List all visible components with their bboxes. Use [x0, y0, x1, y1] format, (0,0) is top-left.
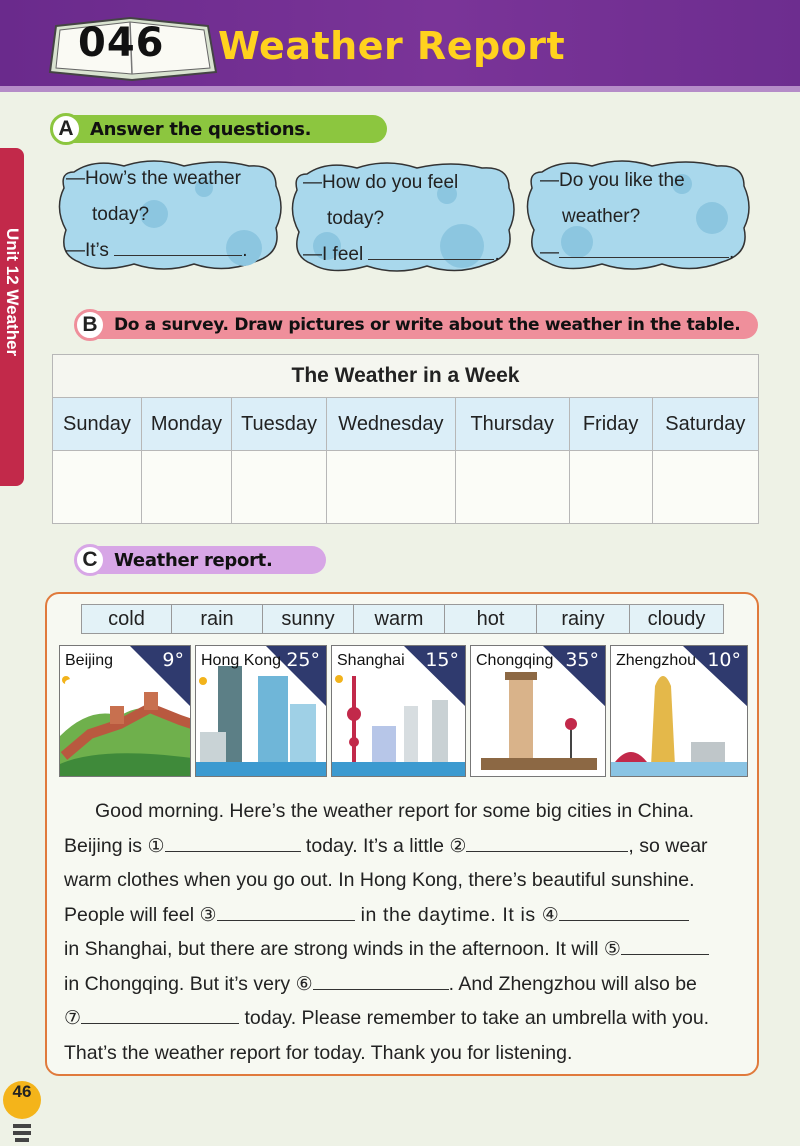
city-name: Hong Kong [201, 652, 282, 669]
answer-cell[interactable] [141, 451, 231, 524]
answer-blank[interactable] [114, 255, 242, 256]
passage-text: That’s the weather report for today. Thank you for listening. [64, 1041, 573, 1064]
question-bubble-1 [54, 158, 284, 268]
city-name: Beijing [65, 652, 114, 669]
section-b-letter: B [74, 309, 106, 341]
city-card-zhengzhou [610, 645, 748, 777]
answer-end: . [494, 244, 500, 265]
page-title: Weather Report [218, 24, 566, 68]
passage-text: in the daytime. It is [354, 903, 542, 926]
passage-text: warm clothes when you go out. In Hong Kong, there’s beautiful sunshine. [64, 869, 695, 891]
word-bank-item: sunny [262, 604, 354, 634]
blank-number: ⑦ [64, 1008, 82, 1029]
answer-end: . [729, 242, 735, 263]
city-temp: 9° [162, 649, 184, 671]
answer-cell[interactable] [53, 451, 142, 524]
sun-icon [196, 674, 210, 688]
city-name: Chongqing [476, 652, 554, 669]
bubble-question-line1: —How’s the weather [66, 168, 241, 189]
sun-icon [332, 672, 346, 686]
section-c-letter: C [74, 544, 106, 576]
blank-number: ① [147, 835, 165, 857]
word-bank [82, 604, 724, 634]
passage-text: . And Zhengzhou will also be [448, 972, 697, 995]
question-bubble-2 [287, 160, 517, 270]
header-strip [0, 86, 800, 92]
bubble-question-line1: —How do you feel [303, 172, 459, 193]
page-number: 46 [12, 1082, 32, 1101]
answer-blank-5[interactable] [621, 954, 709, 955]
answer-blank-7[interactable] [81, 1023, 239, 1024]
passage-line [64, 863, 754, 898]
answer-blank-4[interactable] [559, 920, 689, 921]
word-bank-item: rain [171, 604, 263, 634]
answer-blank-6[interactable] [313, 989, 449, 990]
passage-text: today. Please remember to take an umbrella with you. [239, 1007, 710, 1029]
passage-line [64, 1001, 754, 1036]
bubble-question-line2: today? [92, 204, 150, 225]
weather-report-passage [64, 794, 754, 1070]
answer-end: . [242, 240, 248, 261]
day-header: Sunday [53, 398, 142, 451]
word-bank-item: rainy [536, 604, 630, 634]
word-bank-item: cloudy [629, 604, 724, 634]
cloud-icon [611, 674, 631, 686]
city-name: Zhengzhou [616, 652, 697, 669]
section-b-bar [76, 311, 758, 339]
section-a-bar [52, 115, 387, 143]
city-temp: 15° [425, 649, 459, 671]
passage-text: People will feel [64, 903, 200, 926]
answer-prefix: —It’s [66, 240, 109, 261]
city-name: Shanghai [337, 652, 405, 669]
day-header: Wednesday [327, 398, 456, 451]
sun-cloud-icon [60, 674, 80, 688]
word-bank-item: warm [353, 604, 445, 634]
section-a-letter: A [50, 113, 82, 145]
passage-line [64, 829, 754, 864]
city-card-beijing [59, 645, 191, 777]
answer-blank-3[interactable] [217, 920, 355, 921]
day-header: Tuesday [232, 398, 327, 451]
word-bank-item: hot [444, 604, 537, 634]
passage-text: Beijing is [64, 834, 148, 857]
bubble-answer [66, 240, 248, 262]
answer-cell[interactable] [455, 451, 569, 524]
blank-number: ④ [541, 904, 559, 926]
passage-line [64, 794, 754, 829]
answer-cell[interactable] [569, 451, 652, 524]
blank-number: ② [449, 835, 467, 857]
passage-text: in Shanghai, but there are strong winds in the afternoon. It will [64, 938, 604, 960]
passage-text: , so wear [628, 834, 708, 857]
day-header: Saturday [652, 398, 758, 451]
passage-line [64, 1036, 754, 1071]
cloud-icon [471, 674, 491, 686]
answer-blank-2[interactable] [466, 851, 628, 852]
lesson-number: 046 [78, 20, 165, 66]
city-card-shanghai [331, 645, 466, 777]
passage-text: in Chongqing. But it’s very [64, 972, 296, 995]
day-header: Friday [569, 398, 652, 451]
section-a-instruction: Answer the questions. [90, 118, 312, 140]
city-temp: 10° [707, 649, 741, 671]
city-temp: 25° [286, 649, 320, 671]
answer-cell[interactable] [232, 451, 327, 524]
question-bubble-3 [522, 158, 752, 268]
city-card-hong-kong [195, 645, 327, 777]
word-bank-item: cold [81, 604, 172, 634]
city-card-chongqing [470, 645, 606, 777]
bubble-answer [540, 242, 734, 264]
answer-cell[interactable] [327, 451, 456, 524]
answer-blank-1[interactable] [165, 851, 301, 852]
answer-cell[interactable] [652, 451, 758, 524]
section-c-bar [76, 546, 326, 574]
section-c-instruction: Weather report. [114, 549, 273, 571]
weather-week-table [52, 354, 759, 524]
answer-prefix: —I feel [303, 244, 364, 265]
section-b-instruction: Do a survey. Draw pictures or write about the weather in the table. [114, 315, 741, 335]
table-title: The Weather in a Week [53, 355, 759, 398]
unit-side-tab [0, 148, 24, 486]
city-temp: 35° [565, 649, 599, 671]
bubble-question-line2: weather? [562, 206, 641, 227]
blank-number: ⑤ [603, 939, 621, 960]
passage-line [64, 932, 754, 967]
blank-number: ⑥ [295, 973, 313, 995]
passage-line [64, 967, 754, 1002]
bubble-question-line2: today? [327, 208, 385, 229]
unit-label: Unit 12 Weather [3, 228, 22, 357]
passage-text: today. It’s a little [300, 834, 450, 857]
bubble-answer [303, 244, 500, 266]
passage-text: Good morning. Here’s the weather report for some big cities in China. [95, 800, 695, 822]
bubble-question-line1: —Do you like the [540, 170, 685, 191]
day-header: Thursday [455, 398, 569, 451]
passage-line [64, 898, 754, 933]
answer-blank[interactable] [559, 257, 729, 258]
answer-blank[interactable] [368, 259, 494, 260]
answer-prefix: — [540, 242, 559, 263]
blank-number: ③ [199, 904, 217, 926]
day-header: Monday [141, 398, 231, 451]
